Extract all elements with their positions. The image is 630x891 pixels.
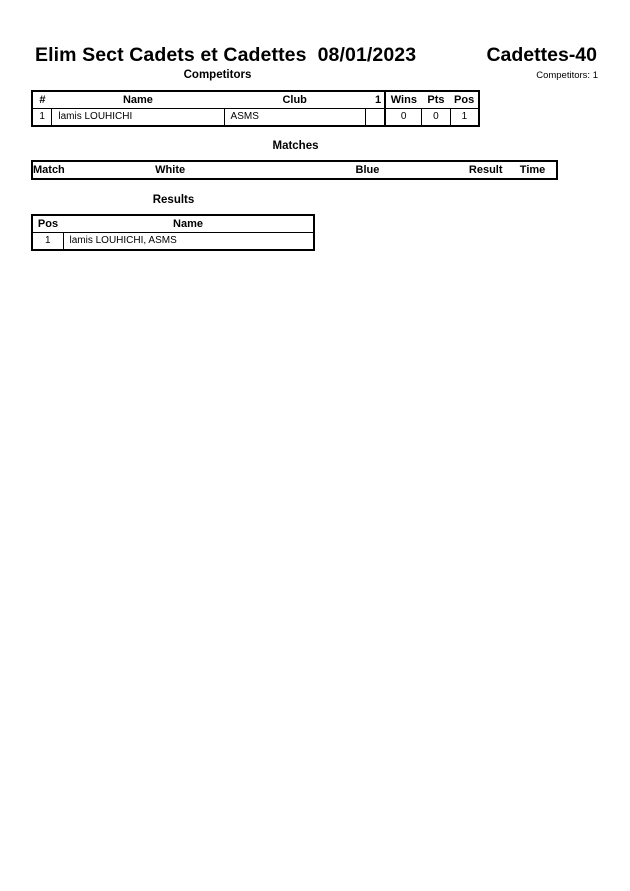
matches-table [31, 160, 558, 180]
page-title: Elim Sect Cadets et Cadettes 08/01/2023 [35, 44, 417, 66]
matches-section-label: Matches [272, 140, 319, 152]
competitor-round1 [365, 109, 385, 127]
col-round1-header: 1 [365, 91, 385, 109]
col-match-header: Match [33, 164, 65, 176]
col-num-header: # [32, 91, 52, 109]
result-pos: 1 [32, 233, 63, 251]
col-pos-header: Pos [450, 91, 479, 109]
results-header-row [32, 215, 314, 233]
col-result-name-header: Name [63, 215, 314, 233]
competitor-num: 1 [32, 109, 52, 127]
col-club-header: Club [224, 91, 365, 109]
table-row [32, 233, 314, 251]
results-section-label: Results [152, 194, 195, 206]
col-blue-header: Blue [355, 164, 380, 176]
col-pts-header: Pts [422, 91, 451, 109]
col-result-header: Result [468, 164, 503, 176]
col-wins-header: Wins [385, 91, 421, 109]
col-time-header: Time [519, 164, 546, 176]
result-name: lamis LOUHICHI, ASMS [69, 235, 177, 246]
matches-header-row [32, 161, 557, 179]
results-table [31, 214, 315, 251]
competitors-count: Competitors: 1 [536, 70, 598, 81]
col-name-header: Name [52, 91, 224, 109]
competitor-wins: 0 [385, 109, 421, 127]
competitors-header-row [32, 91, 479, 109]
table-row [32, 109, 479, 127]
competitors-section-label: Competitors [183, 69, 252, 81]
competitor-pts: 0 [422, 109, 451, 127]
col-white-header: White [155, 164, 186, 176]
competitor-pos: 1 [450, 109, 479, 127]
competitor-club: ASMS [224, 109, 365, 127]
competitor-name: lamis LOUHICHI [52, 109, 224, 127]
col-result-pos-header: Pos [32, 215, 63, 233]
competitors-table [31, 90, 480, 127]
category-title: Cadettes-40 [486, 44, 597, 66]
